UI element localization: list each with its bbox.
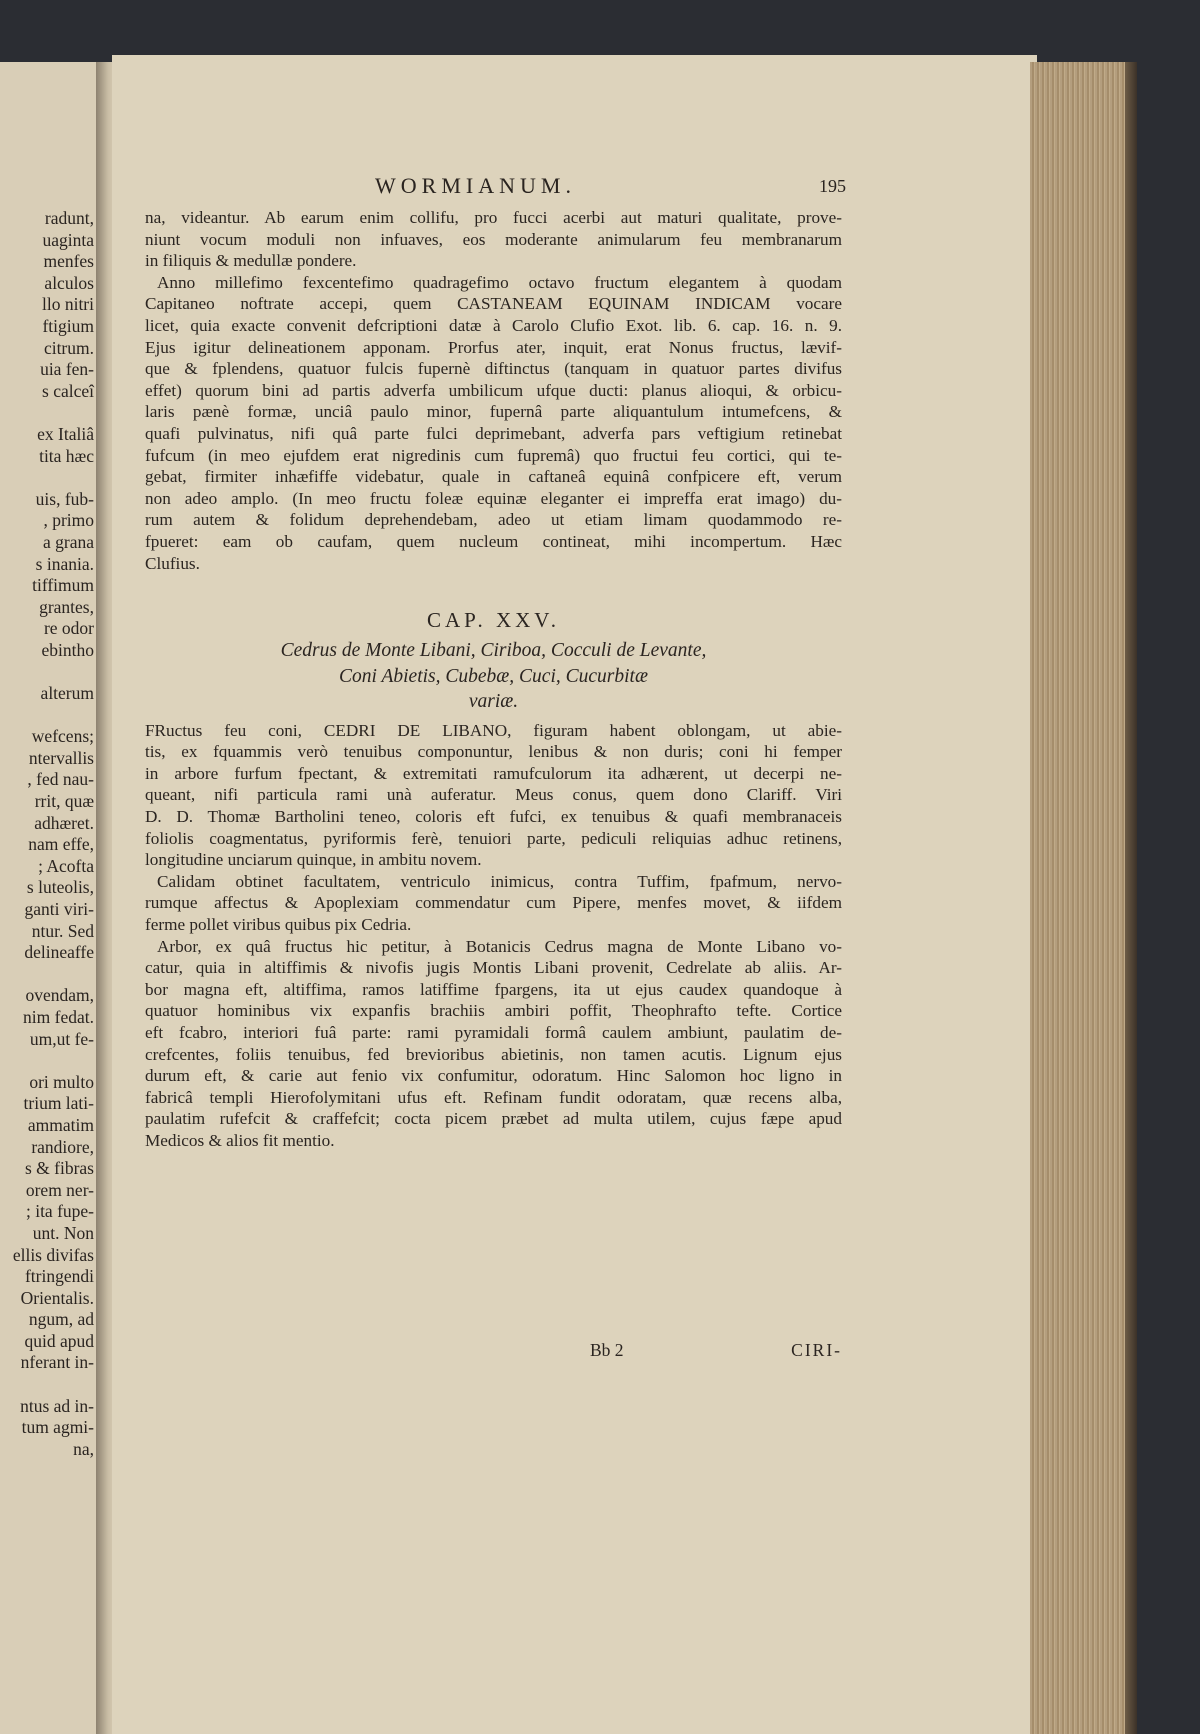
text-line: Arbor, ex quâ fructus hic petitur, à Botanicis Cedrus magna de Monte Libano vo- — [157, 936, 842, 956]
left-page-line: uis, fub- — [35, 488, 94, 509]
text-line: catur, quia in altiffimis & nivofis jugis Montis Libani provenit, Cedrelate ab aliis. Ar- — [145, 958, 842, 978]
left-page-line: randiore, — [31, 1136, 94, 1157]
left-page-line: uia fen- — [40, 359, 94, 380]
left-page-line: ; Acofta — [38, 855, 94, 876]
facing-left-page — [0, 62, 100, 1734]
left-page-line: , fed nau- — [27, 769, 94, 790]
left-page-line: ntus ad in- — [20, 1395, 94, 1416]
text-line: Capitaneo noftrate accepi, quem CASTANEAM EQUINAM INDICAM vocare — [145, 294, 842, 314]
text-line: Anno millefimo fexcentefimo quadragefimo octavo fructum elegantem à quodam — [157, 272, 842, 292]
left-page-line: nim fedat. — [23, 1006, 94, 1027]
text-line: in filiquis & medullæ pondere. — [145, 251, 357, 271]
page-header — [140, 173, 860, 203]
left-page-line: tita hæc — [39, 445, 94, 466]
text-line: bor magna eft, altiffima, ramos latiffime fpargens, ita ut ejus caudex quandoque à — [145, 979, 842, 999]
text-line: licet, quia exacte convenit defcriptioni datæ à Carolo Clufio Exot. lib. 6. cap. 16. n. 9. — [145, 315, 842, 335]
left-page-line: ex Italiâ — [37, 423, 94, 444]
text-line: fufcum (in meo ejufdem erat nigredinis cum fupremâ) quo fructui feu cortici, qui te- — [145, 445, 842, 465]
left-page-line: a grana — [42, 531, 94, 552]
left-page-line: s inania. — [35, 553, 94, 574]
left-page-line: llo nitri — [41, 294, 94, 315]
left-page-line: unt. Non — [32, 1222, 94, 1243]
left-page-line: na, — [73, 1438, 94, 1459]
left-page-line: tiffimum — [32, 575, 94, 596]
left-page-line: quid apud — [24, 1330, 94, 1351]
left-page-line: ammatim — [27, 1114, 94, 1135]
left-page-line: radunt, — [44, 208, 94, 228]
text-line: durum eft, & carie aut fenio vix confumitur, odoratum. Hinc Salomon hoc ligno in — [145, 1066, 842, 1086]
text-line: eft fcabro, interiori fuâ parte: rami pyramidali formâ caulem ambiunt, paulatim de- — [145, 1022, 842, 1042]
running-title: WORMIANUM. — [375, 173, 576, 198]
left-page-line — [13, 964, 94, 986]
left-page-line: uaginta — [42, 229, 94, 250]
left-page-line: delineaffe — [24, 942, 94, 963]
chapter-heading: CAP. XXV. — [426, 608, 561, 633]
text-line: laris pænè formæ, unciâ paulo minor, fupernâ parte aliquantulum intumefcens, & — [145, 402, 842, 422]
left-page-line: , primo — [43, 510, 94, 531]
left-page-line: ovendam, — [25, 985, 94, 1006]
text-line: longitudine unciarum quinque, in ambitu novem. — [145, 850, 482, 870]
left-page-line: citrum. — [43, 337, 94, 358]
text-line: rumque affectus & Apoplexiam commendatur cum Pipere, menfes movet, & iifdem — [145, 893, 842, 913]
left-page-line: tum agmi- — [21, 1417, 94, 1438]
paragraph-4 — [145, 871, 842, 936]
text-line: queant, nifi particula rami unà auferatur. Meus conus, quem dono Clariff. Viri — [145, 785, 842, 805]
left-page-text — [13, 208, 94, 1460]
left-page-line: s calceî — [42, 380, 94, 401]
left-page-line — [13, 467, 94, 489]
paragraph-3 — [145, 720, 842, 871]
text-line: in arbore furfum fpectant, & extremitati ramufculorum ita adhærent, ut decerpi ne- — [145, 763, 842, 783]
left-page-line: orem ner- — [25, 1179, 94, 1200]
catchword: CIRI- — [791, 1340, 842, 1360]
chapter-subtitle-line: variæ. — [468, 691, 519, 713]
text-line: que & fplendens, quatuor fulcis fupernè diftinctus (tanquam in quatuor partes divifus — [145, 359, 842, 379]
text-line: D. D. Thomæ Bartholini teneo, coloris eft fufci, ex tenuibus & quafi membranaceis — [145, 806, 842, 826]
text-line: quatuor hominibus vix expanfis brachiis ambiri poffit, Theophrafto tefte. Cortice — [145, 1001, 842, 1021]
left-page-line: ellis divifas — [12, 1244, 94, 1265]
paragraph-5 — [145, 936, 842, 1152]
text-line: Calidam obtinet facultatem, ventriculo inimicus, contra Tuffim, fpafmum, nervo- — [157, 871, 842, 891]
left-page-line — [13, 705, 94, 727]
left-page-line: trium lati- — [23, 1093, 94, 1114]
left-page-line: ntervallis — [28, 747, 94, 768]
text-line: gebat, firmiter inhæfiffe videbatur, quale in caftaneâ equinâ confpicere eft, verum — [145, 467, 842, 487]
chapter-subtitle-line: Coni Abietis, Cubebæ, Cuci, Cucurbitæ — [339, 665, 648, 687]
left-page-line: ngum, ad — [28, 1309, 94, 1330]
paragraph-2 — [145, 272, 842, 574]
left-page-line: s luteolis, — [26, 877, 94, 898]
text-line: quafi pulvinatus, nifi quâ parte fulci deprimebant, adverfa pars veftigium retinebat — [145, 423, 842, 443]
left-page-line: ori multo — [29, 1071, 94, 1092]
left-page-line — [13, 661, 94, 683]
left-page-line: alterum — [40, 683, 94, 704]
paragraph-1 — [145, 207, 842, 272]
left-page-line — [13, 1374, 94, 1396]
left-page-line: wefcens; — [31, 726, 94, 747]
left-page-line: um,ut fe- — [29, 1028, 94, 1049]
left-page-line: ntur. Sed — [31, 920, 94, 941]
left-page-line: nam effe, — [28, 834, 94, 855]
left-page-line: re odor — [43, 618, 94, 639]
text-line: Clufius. — [145, 553, 200, 573]
text-line: non adeo amplo. (In meo fructu foleæ equinæ eleganter ei impreffa erat imago) du- — [145, 488, 842, 508]
left-page-line: adhæret. — [34, 812, 94, 833]
left-page-line: menfes — [43, 251, 94, 272]
text-line: Ejus igitur delineationem apponam. Prorfus ater, inquit, erat Nonus fructus, lævif- — [145, 337, 842, 357]
left-page-line: ebintho — [41, 639, 94, 660]
text-line: rum autem & folidum deprehendebam, adeo ut etiam limam quodammodo re- — [145, 510, 842, 530]
book-edge-shadow — [1125, 62, 1137, 1734]
left-page-line: s & fibras — [24, 1158, 94, 1179]
body-text — [145, 207, 842, 1151]
text-line: Medicos & alios fit mentio. — [145, 1130, 335, 1150]
left-page-line: ganti viri- — [24, 899, 94, 919]
text-line: fabricâ templi Hierofolymitani ufus eft. Refinam fundit odoratam, quæ recens alba, — [145, 1087, 842, 1107]
chapter-subtitle-line: Cedrus de Monte Libani, Ciriboa, Cocculi de Levante, — [280, 640, 707, 662]
left-page-line: nferant in- — [20, 1352, 94, 1373]
text-line: niunt vocum moduli non infuaves, eos moderante animularum feu membranarum — [145, 229, 842, 249]
text-line: foliolis coagmentatus, pyriformis ferè, tenuiori parte, pediculi reliquias adhuc retinens, — [145, 828, 842, 848]
text-line: effet) quorum bini ad partis adverfa umbilicum ufque ducti: planus alioqui, & orbicu- — [145, 380, 842, 400]
text-line: tis, ex fquammis verò tenuibus componuntur, lenibus & non duris; coni hi femper — [145, 742, 842, 762]
text-line: FRuctus feu coni, CEDRI DE LIBANO, figuram habent oblongam, ut abie- — [145, 720, 842, 740]
left-page-line: rrit, quæ — [34, 791, 94, 812]
chapter-subtitle — [145, 638, 842, 715]
signature-mark: Bb 2 — [590, 1340, 624, 1360]
page-block-edge — [1030, 62, 1125, 1734]
left-page-line: grantes, — [39, 596, 94, 617]
text-line: fpueret: eam ob caufam, quem nucleum contineat, mihi incompertum. Hæc — [145, 531, 842, 551]
left-page-line: ; ita fupe- — [25, 1201, 94, 1222]
left-page-line: alculos — [44, 272, 94, 293]
text-line: ferme pollet viribus quibus pix Cedria. — [145, 914, 412, 934]
left-page-line: ftigium — [42, 315, 94, 336]
left-page-line: ftringendi — [24, 1266, 94, 1287]
text-line: crefcentes, foliis tenuibus, fed brevioribus abietinis, non tamen acutis. Lignum ejus — [145, 1044, 842, 1064]
left-page-line — [13, 1050, 94, 1072]
page-number: 195 — [819, 176, 846, 196]
left-page-line: Orientalis. — [20, 1287, 94, 1308]
text-line: na, videantur. Ab earum enim collifu, pro fucci acerbi aut maturi qualitate, prove- — [145, 208, 842, 227]
page-footer — [145, 1340, 842, 1366]
left-page-line — [13, 402, 94, 424]
text-line: paulatim rufefcit & craffefcit; cocta picem præbet ad multa utilem, cujus fæpe apud — [145, 1109, 842, 1129]
